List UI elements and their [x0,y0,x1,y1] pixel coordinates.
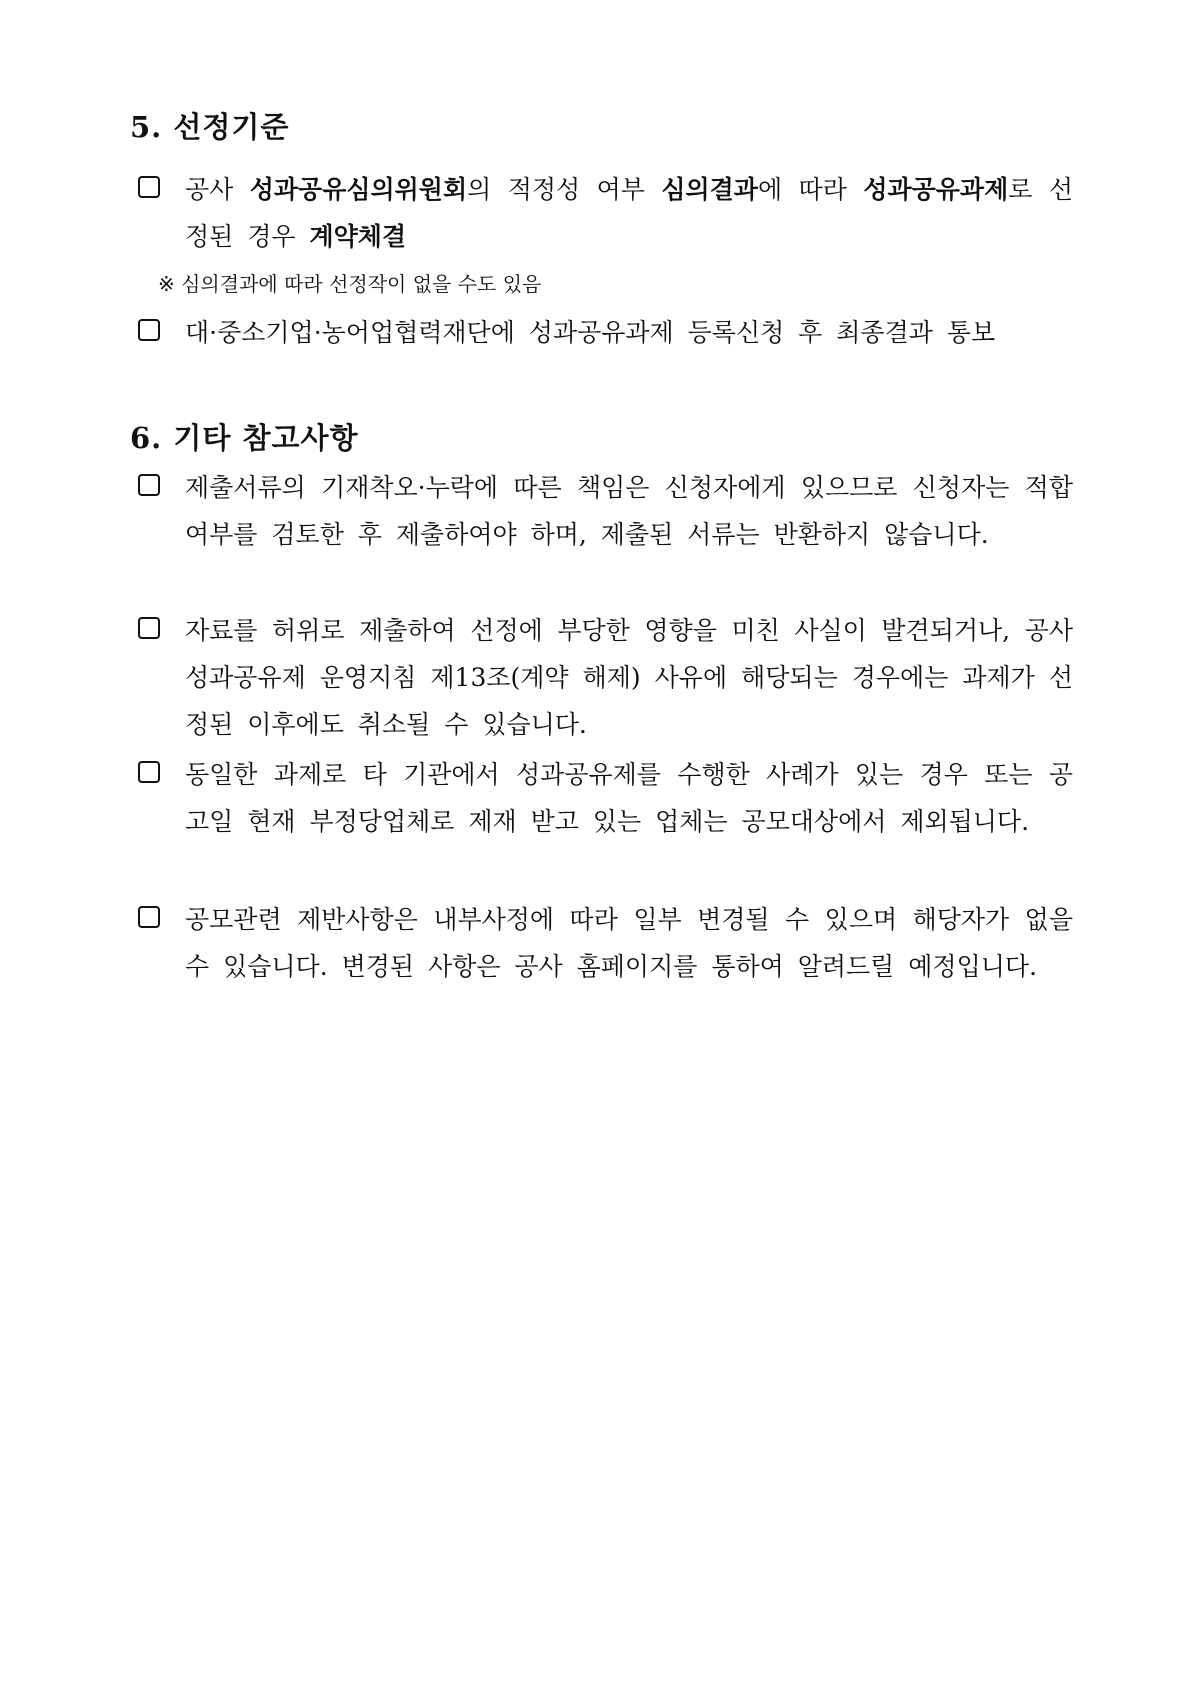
list-item-changes-notice [138,896,1073,990]
checkbox-icon [138,176,160,198]
list-item-exclusion [138,751,1073,845]
checkbox-icon [138,474,160,496]
list-item-text: 공사 성과공유심의위원회의 적정성 여부 심의결과에 따라 성과공유과제로 선정된 경우 계약체결 [185,175,1073,251]
list-item-text: 공모관련 제반사항은 내부사정에 따라 일부 변경될 수 있으며 해당자가 없을 수 있습니다. 변경된 사항은 공사 홈페이지를 통하여 알려드릴 예정입니다. [185,905,1073,981]
list-item-text: 동일한 과제로 타 기관에서 성과공유제를 수행한 사례가 있는 경우 또는 공고일 현재 부정당업체로 제재 받고 있는 업체는 공모대상에서 제외됩니다. [185,760,1073,836]
list-item-text: 자료를 허위로 제출하여 선정에 부당한 영향을 미친 사실이 발견되거나, 공사 성과공유제 운영지침 제13조(계약 해제) 사유에 해당되는 경우에는 과제가 선정된 이후에도 취소될 수 있습니다. [185,616,1073,739]
list-item-selection-criteria [138,166,1073,260]
list-item-text: 제출서류의 기재착오·누락에 따른 책임은 신청자에게 있으므로 신청자는 적합 여부를 검토한 후 제출하여야 하며, 제출된 서류는 반환하지 않습니다. [185,473,1073,549]
checkbox-icon [138,319,160,341]
checkbox-icon [138,906,160,928]
checkbox-icon [138,761,160,783]
checkbox-icon [138,617,160,639]
list-item-submission-responsibility [138,464,1073,558]
section-6-heading: 6. 기타 참고사항 [130,421,359,455]
list-item-false-submission [138,607,1073,748]
list-item-registration [138,309,1073,356]
list-item-text: 대·중소기업·농어업협력재단에 성과공유과제 등록신청 후 최종결과 통보 [185,318,996,347]
section-5-heading: 5. 선정기준 [130,110,290,144]
note-text: ※ 심의결과에 따라 선정작이 없을 수도 있음 [158,272,542,296]
